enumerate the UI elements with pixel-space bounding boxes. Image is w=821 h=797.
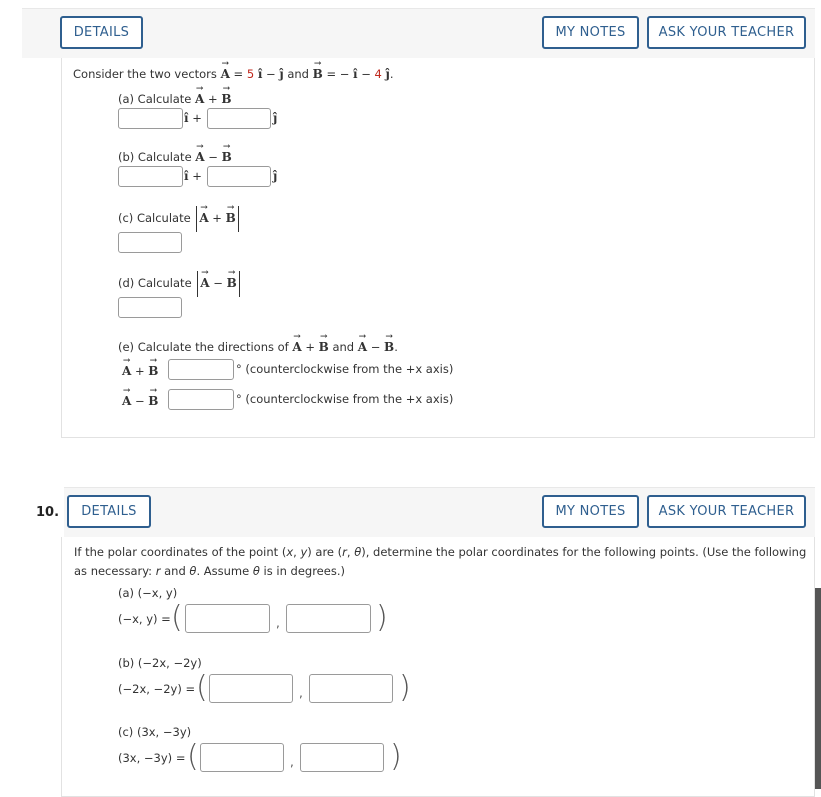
j-hat: ĵ	[273, 169, 278, 183]
a-minus-b-i-input[interactable]	[118, 166, 183, 187]
details-button[interactable]: DETAILS	[60, 16, 143, 49]
magnitude-a-plus-b-input[interactable]	[118, 232, 182, 253]
a-plus-b-i-input[interactable]	[118, 108, 183, 129]
open-paren: (	[196, 670, 208, 705]
details-button[interactable]: DETAILS	[67, 495, 151, 528]
part-b-equation: (−2x, −2y) =	[118, 682, 196, 696]
a-minus-b-j-input[interactable]	[207, 166, 271, 187]
part-c-label: (c) Calculate → A + → B	[118, 205, 241, 232]
close-paren: )	[399, 670, 411, 705]
vector-a: → A	[221, 66, 230, 82]
ask-your-teacher-button[interactable]: ASK YOUR TEACHER	[647, 495, 806, 528]
comma: ,	[290, 755, 294, 769]
direction-a-plus-b-input[interactable]	[168, 359, 234, 380]
part-a-label: (a) Calculate → A + → B	[118, 91, 231, 107]
part-a-label: (a) (−x, y)	[118, 586, 178, 600]
question-number-10: 10.	[36, 505, 60, 520]
a-plus-b-j-input[interactable]	[207, 108, 271, 129]
part-b-r-input[interactable]	[209, 674, 293, 703]
direction-suffix: ° (counterclockwise from the +x axis)	[236, 362, 454, 376]
close-paren: )	[376, 600, 388, 635]
scrollbar-thumb[interactable]	[815, 588, 821, 789]
close-paren: )	[390, 739, 402, 774]
part-a-equation: (−x, y) =	[118, 612, 171, 626]
vector-b: → B	[313, 66, 323, 82]
direction-a-plus-b-label: → A + → B	[122, 363, 158, 379]
direction-suffix: ° (counterclockwise from the +x axis)	[236, 392, 454, 406]
direction-a-minus-b-label: → A − → B	[122, 393, 158, 409]
part-c-theta-input[interactable]	[300, 743, 384, 772]
part-c-r-input[interactable]	[200, 743, 284, 772]
part-d-label: (d) Calculate → A − → B	[118, 270, 242, 297]
part-c-equation: (3x, −3y) =	[118, 751, 186, 765]
i-hat-plus: î +	[184, 169, 202, 183]
part-c-label: (c) (3x, −3y)	[118, 725, 192, 739]
direction-a-minus-b-input[interactable]	[168, 389, 234, 410]
j-hat: ĵ	[273, 111, 278, 125]
part-a-theta-input[interactable]	[286, 604, 371, 633]
question-9-prompt: Consider the two vectors → A = 5 î − ĵ and → B = − î − 4 ĵ.	[73, 66, 394, 82]
ask-your-teacher-button[interactable]: ASK YOUR TEACHER	[647, 16, 806, 49]
comma: ,	[299, 686, 303, 700]
open-paren: (	[187, 739, 199, 774]
question-10-prompt-line1: If the polar coordinates of the point (x, y) are (r, θ), determine the polar coordinates for the following points. (Use the following	[74, 545, 807, 559]
my-notes-button[interactable]: MY NOTES	[542, 495, 639, 528]
part-a-r-input[interactable]	[185, 604, 270, 633]
question-10-prompt-line2: as necessary: r and θ. Assume θ is in degrees.)	[74, 564, 345, 578]
part-e-label: (e) Calculate the directions of → A + → B and → A − → B.	[118, 339, 398, 355]
part-b-label: (b) (−2x, −2y)	[118, 656, 202, 670]
part-b-label: (b) Calculate → A − → B	[118, 149, 232, 165]
part-b-theta-input[interactable]	[309, 674, 393, 703]
comma: ,	[276, 616, 280, 630]
my-notes-button[interactable]: MY NOTES	[542, 16, 639, 49]
magnitude-a-minus-b-input[interactable]	[118, 297, 182, 318]
open-paren: (	[171, 600, 183, 635]
i-hat-plus: î +	[184, 111, 202, 125]
